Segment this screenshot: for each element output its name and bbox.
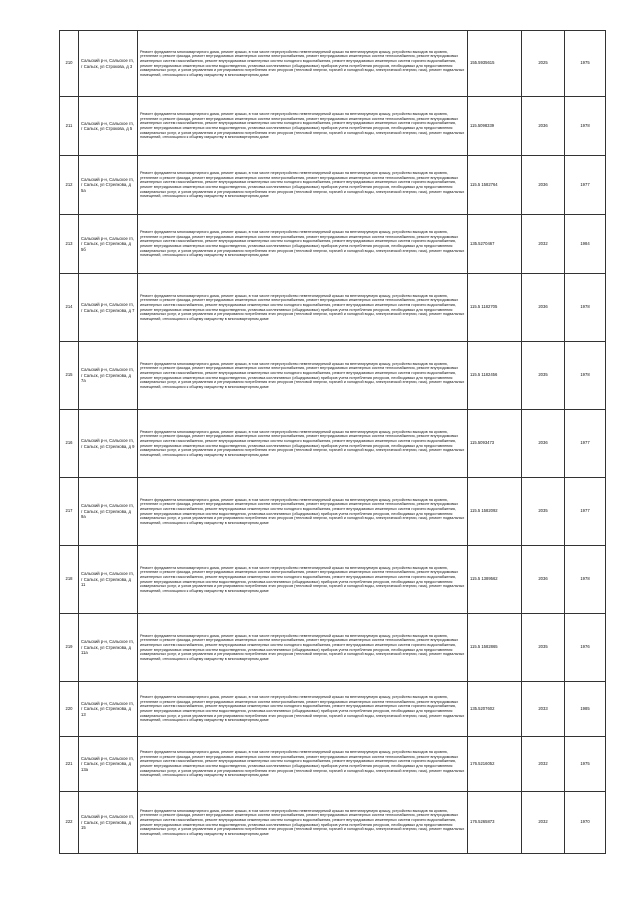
- row-address: Сальский р-н, Сальское гп, г Сальск, ул Стрелкова, д 5б: [79, 215, 138, 274]
- row-address: Сальский р-н, Сальское гп, г Сальск, ул Стрелкова, д 7: [79, 274, 138, 342]
- row-works-description: Ремонт фундамента многоквартирного дома, ремонт крыши, в том числе переустройство невентилируемой крыши на вентилируемую крышу, устройство выходов на кровлю, утепление и ремонт фасада, ремонт внутридомовых инженерных систем электроснабжения, ремонт внутридомовых инженерных систем теплоснабжения, ремонт внутридомовых инженерных систем газоснабжения, ремонт внутридомовых инженерных систем холодного водоснабжения, ремонт внутридомовых инженерных систем горячего водоснабжения, ремонт внутридомовых инженерных систем водоотведения, установка коллективных (общедомовых) приборов учета потребления ресурсов, необходимых для предоставления коммунальных услуг, и узлов управления и регулирования потребления этих ресурсов (тепловой энергии, горячей и холодной воды, электрической энергии, газа), ремонт подвальных помещений, относящихся к общему имуществу в многоквартирном доме: [138, 156, 468, 215]
- row-cost: 115.5 1182456: [468, 342, 522, 410]
- row-cost: 176.5265873: [468, 792, 522, 854]
- row-cost: 115.5 1582092: [468, 478, 522, 546]
- table-row: [60, 478, 606, 546]
- row-address: Сальский р-н, Сальское гп, г Сальск, ул Стрелкова, д 9а: [79, 478, 138, 546]
- row-build-year: 1970: [565, 792, 606, 854]
- row-address: Сальский р-н, Сальское гп, г Сальск, ул Стрелкова, д 15: [79, 792, 138, 854]
- row-number: 219: [60, 614, 79, 682]
- row-cost: 115.5 1182705: [468, 274, 522, 342]
- row-number: 211: [60, 97, 79, 156]
- row-build-year: 1977: [565, 156, 606, 215]
- row-build-year: 1975: [565, 737, 606, 792]
- row-works-description: Ремонт фундамента многоквартирного дома, ремонт крыши, в том числе переустройство невентилируемой крыши на вентилируемую крышу, устройство выходов на кровлю, утепление и ремонт фасада, ремонт внутридомовых инженерных систем электроснабжения, ремонт внутридомовых инженерных систем теплоснабжения, ремонт внутридомовых инженерных систем газоснабжения, ремонт внутридомовых инженерных систем холодного водоснабжения, ремонт внутридомовых инженерных систем горячего водоснабжения, ремонт внутридомовых инженерных систем водоотведения, установка коллективных (общедомовых) приборов учета потребления ресурсов, необходимых для предоставления коммунальных услуг, и узлов управления и регулирования потребления этих ресурсов (тепловой энергии, горячей и холодной воды, электрической энергии, газа), ремонт подвальных помещений, относящихся к общему имуществу в многоквартирном доме: [138, 31, 468, 97]
- row-planned-year: 2033: [522, 682, 565, 737]
- table-row: [60, 792, 606, 854]
- row-works-description: Ремонт фундамента многоквартирного дома, ремонт крыши, в том числе переустройство невентилируемой крыши на вентилируемую крышу, устройство выходов на кровлю, утепление и ремонт фасада, ремонт внутридомовых инженерных систем электроснабжения, ремонт внутридомовых инженерных систем теплоснабжения, ремонт внутридомовых инженерных систем газоснабжения, ремонт внутридомовых инженерных систем холодного водоснабжения, ремонт внутридомовых инженерных систем горячего водоснабжения, ремонт внутридомовых инженерных систем водоотведения, установка коллективных (общедомовых) приборов учета потребления ресурсов, необходимых для предоставления коммунальных услуг, и узлов управления и регулирования потребления этих ресурсов (тепловой энергии, горячей и холодной воды, электрической энергии, газа), ремонт подвальных помещений, относящихся к общему имуществу в многоквартирном доме: [138, 792, 468, 854]
- row-planned-year: 2032: [522, 215, 565, 274]
- table-row: [60, 215, 606, 274]
- row-planned-year: 2032: [522, 737, 565, 792]
- table-row: [60, 546, 606, 614]
- row-planned-year: 2036: [522, 274, 565, 342]
- row-address: Сальский р-н, Сальское гп, г Сальск, ул Стрелкова, д 11а: [79, 614, 138, 682]
- row-address: Сальский р-н, Сальское гп, г Сальск, ул Стрелкова, д 9: [79, 410, 138, 478]
- row-build-year: 1977: [565, 478, 606, 546]
- row-planned-year: 2036: [522, 97, 565, 156]
- row-planned-year: 2035: [522, 478, 565, 546]
- row-number: 221: [60, 737, 79, 792]
- row-works-description: Ремонт фундамента многоквартирного дома, ремонт крыши, в том числе переустройство невентилируемой крыши на вентилируемую крышу, устройство выходов на кровлю, утепление и ремонт фасада, ремонт внутридомовых инженерных систем электроснабжения, ремонт внутридомовых инженерных систем теплоснабжения, ремонт внутридомовых инженерных систем газоснабжения, ремонт внутридомовых инженерных систем холодного водоснабжения, ремонт внутридомовых инженерных систем горячего водоснабжения, ремонт внутридомовых инженерных систем водоотведения, установка коллективных (общедомовых) приборов учета потребления ресурсов, необходимых для предоставления коммунальных услуг, и узлов управления и регулирования потребления этих ресурсов (тепловой энергии, горячей и холодной воды, электрической энергии, газа), ремонт подвальных помещений, относящихся к общему имуществу в многоквартирном доме: [138, 215, 468, 274]
- row-works-description: Ремонт фундамента многоквартирного дома, ремонт крыши, в том числе переустройство невентилируемой крыши на вентилируемую крышу, устройство выходов на кровлю, утепление и ремонт фасада, ремонт внутридомовых инженерных систем электроснабжения, ремонт внутридомовых инженерных систем теплоснабжения, ремонт внутридомовых инженерных систем газоснабжения, ремонт внутридомовых инженерных систем холодного водоснабжения, ремонт внутридомовых инженерных систем горячего водоснабжения, ремонт внутридомовых инженерных систем водоотведения, установка коллективных (общедомовых) приборов учета потребления ресурсов, необходимых для предоставления коммунальных услуг, и узлов управления и регулирования потребления этих ресурсов (тепловой энергии, горячей и холодной воды, электрической энергии, газа), ремонт подвальных помещений, относящихся к общему имуществу в многоквартирном доме: [138, 342, 468, 410]
- row-cost: 176.5216052: [468, 737, 522, 792]
- row-works-description: Ремонт фундамента многоквартирного дома, ремонт крыши, в том числе переустройство невентилируемой крыши на вентилируемую крышу, устройство выходов на кровлю, утепление и ремонт фасада, ремонт внутридомовых инженерных систем электроснабжения, ремонт внутридомовых инженерных систем теплоснабжения, ремонт внутридомовых инженерных систем газоснабжения, ремонт внутридомовых инженерных систем холодного водоснабжения, ремонт внутридомовых инженерных систем горячего водоснабжения, ремонт внутридомовых инженерных систем водоотведения, установка коллективных (общедомовых) приборов учета потребления ресурсов, необходимых для предоставления коммунальных услуг, и узлов управления и регулирования потребления этих ресурсов (тепловой энергии, горячей и холодной воды, электрической энергии, газа), ремонт подвальных помещений, относящихся к общему имуществу в многоквартирном доме: [138, 274, 468, 342]
- table-row: [60, 274, 606, 342]
- row-number: 213: [60, 215, 79, 274]
- row-number: 222: [60, 792, 79, 854]
- row-address: Сальский р-н, Сальское гп, г Сальск, ул Стрелкова, д 11: [79, 546, 138, 614]
- row-planned-year: 2035: [522, 614, 565, 682]
- row-cost: 135.5207602: [468, 682, 522, 737]
- row-address: Сальский р-н, Сальское гп, г Сальск, ул Стрелкова, д 5а: [79, 156, 138, 215]
- row-address: Сальский р-н, Сальское гп, г Сальск, ул Стрелкова, д 13а: [79, 737, 138, 792]
- table-row: [60, 156, 606, 215]
- row-works-description: Ремонт фундамента многоквартирного дома, ремонт крыши, в том числе переустройство невентилируемой крыши на вентилируемую крышу, устройство выходов на кровлю, утепление и ремонт фасада, ремонт внутридомовых инженерных систем электроснабжения, ремонт внутридомовых инженерных систем теплоснабжения, ремонт внутридомовых инженерных систем газоснабжения, ремонт внутридомовых инженерных систем холодного водоснабжения, ремонт внутридомовых инженерных систем горячего водоснабжения, ремонт внутридомовых инженерных систем водоотведения, установка коллективных (общедомовых) приборов учета потребления ресурсов, необходимых для предоставления коммунальных услуг, и узлов управления и регулирования потребления этих ресурсов (тепловой энергии, горячей и холодной воды, электрической энергии, газа), ремонт подвальных помещений, относящихся к общему имуществу в многоквартирном доме: [138, 97, 468, 156]
- row-number: 210: [60, 31, 79, 97]
- row-planned-year: 2036: [522, 410, 565, 478]
- row-number: 216: [60, 410, 79, 478]
- row-build-year: 1976: [565, 614, 606, 682]
- row-build-year: 1975: [565, 31, 606, 97]
- row-cost: 115.5 1582764: [468, 156, 522, 215]
- row-works-description: Ремонт фундамента многоквартирного дома, ремонт крыши, в том числе переустройство невентилируемой крыши на вентилируемую крышу, устройство выходов на кровлю, утепление и ремонт фасада, ремонт внутридомовых инженерных систем электроснабжения, ремонт внутридомовых инженерных систем теплоснабжения, ремонт внутридомовых инженерных систем газоснабжения, ремонт внутридомовых инженерных систем холодного водоснабжения, ремонт внутридомовых инженерных систем горячего водоснабжения, ремонт внутридомовых инженерных систем водоотведения, установка коллективных (общедомовых) приборов учета потребления ресурсов, необходимых для предоставления коммунальных услуг, и узлов управления и регулирования потребления этих ресурсов (тепловой энергии, горячей и холодной воды, электрической энергии, газа), ремонт подвальных помещений, относящихся к общему имуществу в многоквартирном доме: [138, 410, 468, 478]
- row-works-description: Ремонт фундамента многоквартирного дома, ремонт крыши, в том числе переустройство невентилируемой крыши на вентилируемую крышу, устройство выходов на кровлю, утепление и ремонт фасада, ремонт внутридомовых инженерных систем электроснабжения, ремонт внутридомовых инженерных систем теплоснабжения, ремонт внутридомовых инженерных систем газоснабжения, ремонт внутридомовых инженерных систем холодного водоснабжения, ремонт внутридомовых инженерных систем горячего водоснабжения, ремонт внутридомовых инженерных систем водоотведения, установка коллективных (общедомовых) приборов учета потребления ресурсов, необходимых для предоставления коммунальных услуг, и узлов управления и регулирования потребления этих ресурсов (тепловой энергии, горячей и холодной воды, электрической энергии, газа), ремонт подвальных помещений, относящихся к общему имуществу в многоквартирном доме: [138, 614, 468, 682]
- table-body: [60, 31, 606, 854]
- row-build-year: 1978: [565, 97, 606, 156]
- capital-repair-table: [59, 30, 606, 854]
- table-row: [60, 614, 606, 682]
- row-number: 214: [60, 274, 79, 342]
- row-build-year: 1984: [565, 215, 606, 274]
- row-number: 220: [60, 682, 79, 737]
- row-cost: 155.5935615: [468, 31, 522, 97]
- row-number: 212: [60, 156, 79, 215]
- row-address: Сальский р-н, Сальское гп, г Сальск, ул Стрелкова, д 7а: [79, 342, 138, 410]
- table-row: [60, 410, 606, 478]
- table-row: [60, 97, 606, 156]
- row-build-year: 1985: [565, 682, 606, 737]
- row-cost: 115.5 1389562: [468, 546, 522, 614]
- row-works-description: Ремонт фундамента многоквартирного дома, ремонт крыши, в том числе переустройство невентилируемой крыши на вентилируемую крышу, устройство выходов на кровлю, утепление и ремонт фасада, ремонт внутридомовых инженерных систем электроснабжения, ремонт внутридомовых инженерных систем теплоснабжения, ремонт внутридомовых инженерных систем газоснабжения, ремонт внутридомовых инженерных систем холодного водоснабжения, ремонт внутридомовых инженерных систем горячего водоснабжения, ремонт внутридомовых инженерных систем водоотведения, установка коллективных (общедомовых) приборов учета потребления ресурсов, необходимых для предоставления коммунальных услуг, и узлов управления и регулирования потребления этих ресурсов (тепловой энергии, горячей и холодной воды, электрической энергии, газа), ремонт подвальных помещений, относящихся к общему имуществу в многоквартирном доме: [138, 682, 468, 737]
- row-planned-year: 2035: [522, 342, 565, 410]
- row-planned-year: 2036: [522, 546, 565, 614]
- row-planned-year: 2032: [522, 792, 565, 854]
- row-build-year: 1978: [565, 546, 606, 614]
- row-address: Сальский р-н, Сальское гп, г Сальск, ул Строкова, д 5: [79, 97, 138, 156]
- row-build-year: 1977: [565, 410, 606, 478]
- table-row: [60, 31, 606, 97]
- row-build-year: 1978: [565, 274, 606, 342]
- row-works-description: Ремонт фундамента многоквартирного дома, ремонт крыши, в том числе переустройство невентилируемой крыши на вентилируемую крышу, устройство выходов на кровлю, утепление и ремонт фасада, ремонт внутридомовых инженерных систем электроснабжения, ремонт внутридомовых инженерных систем теплоснабжения, ремонт внутридомовых инженерных систем газоснабжения, ремонт внутридомовых инженерных систем холодного водоснабжения, ремонт внутридомовых инженерных систем горячего водоснабжения, ремонт внутридомовых инженерных систем водоотведения, установка коллективных (общедомовых) приборов учета потребления ресурсов, необходимых для предоставления коммунальных услуг, и узлов управления и регулирования потребления этих ресурсов (тепловой энергии, горячей и холодной воды, электрической энергии, газа), ремонт подвальных помещений, относящихся к общему имуществу в многоквартирном доме: [138, 737, 468, 792]
- document-sheet: [59, 30, 606, 854]
- row-number: 218: [60, 546, 79, 614]
- row-works-description: Ремонт фундамента многоквартирного дома, ремонт крыши, в том числе переустройство невентилируемой крыши на вентилируемую крышу, устройство выходов на кровлю, утепление и ремонт фасада, ремонт внутридомовых инженерных систем электроснабжения, ремонт внутридомовых инженерных систем теплоснабжения, ремонт внутридомовых инженерных систем газоснабжения, ремонт внутридомовых инженерных систем холодного водоснабжения, ремонт внутридомовых инженерных систем горячего водоснабжения, ремонт внутридомовых инженерных систем водоотведения, установка коллективных (общедомовых) приборов учета потребления ресурсов, необходимых для предоставления коммунальных услуг, и узлов управления и регулирования потребления этих ресурсов (тепловой энергии, горячей и холодной воды, электрической энергии, газа), ремонт подвальных помещений, относящихся к общему имуществу в многоквартирном доме: [138, 478, 468, 546]
- row-build-year: 1978: [565, 342, 606, 410]
- table-row: [60, 682, 606, 737]
- row-cost: 115.5098339: [468, 97, 522, 156]
- row-address: Сальский р-н, Сальское гп, г Сальск, ул Строкова, д 3: [79, 31, 138, 97]
- row-number: 217: [60, 478, 79, 546]
- table-row: [60, 737, 606, 792]
- row-works-description: Ремонт фундамента многоквартирного дома, ремонт крыши, в том числе переустройство невентилируемой крыши на вентилируемую крышу, устройство выходов на кровлю, утепление и ремонт фасада, ремонт внутридомовых инженерных систем электроснабжения, ремонт внутридомовых инженерных систем теплоснабжения, ремонт внутридомовых инженерных систем газоснабжения, ремонт внутридомовых инженерных систем холодного водоснабжения, ремонт внутридомовых инженерных систем горячего водоснабжения, ремонт внутридомовых инженерных систем водоотведения, установка коллективных (общедомовых) приборов учета потребления ресурсов, необходимых для предоставления коммунальных услуг, и узлов управления и регулирования потребления этих ресурсов (тепловой энергии, горячей и холодной воды, электрической энергии, газа), ремонт подвальных помещений, относящихся к общему имуществу в многоквартирном доме: [138, 546, 468, 614]
- row-cost: 115.5093473: [468, 410, 522, 478]
- row-address: Сальский р-н, Сальское гп, г Сальск, ул Стрелкова, д 13: [79, 682, 138, 737]
- row-cost: 135.5270467: [468, 215, 522, 274]
- row-planned-year: 2036: [522, 156, 565, 215]
- row-planned-year: 2025: [522, 31, 565, 97]
- row-number: 215: [60, 342, 79, 410]
- table-row: [60, 342, 606, 410]
- row-cost: 115.5 1582865: [468, 614, 522, 682]
